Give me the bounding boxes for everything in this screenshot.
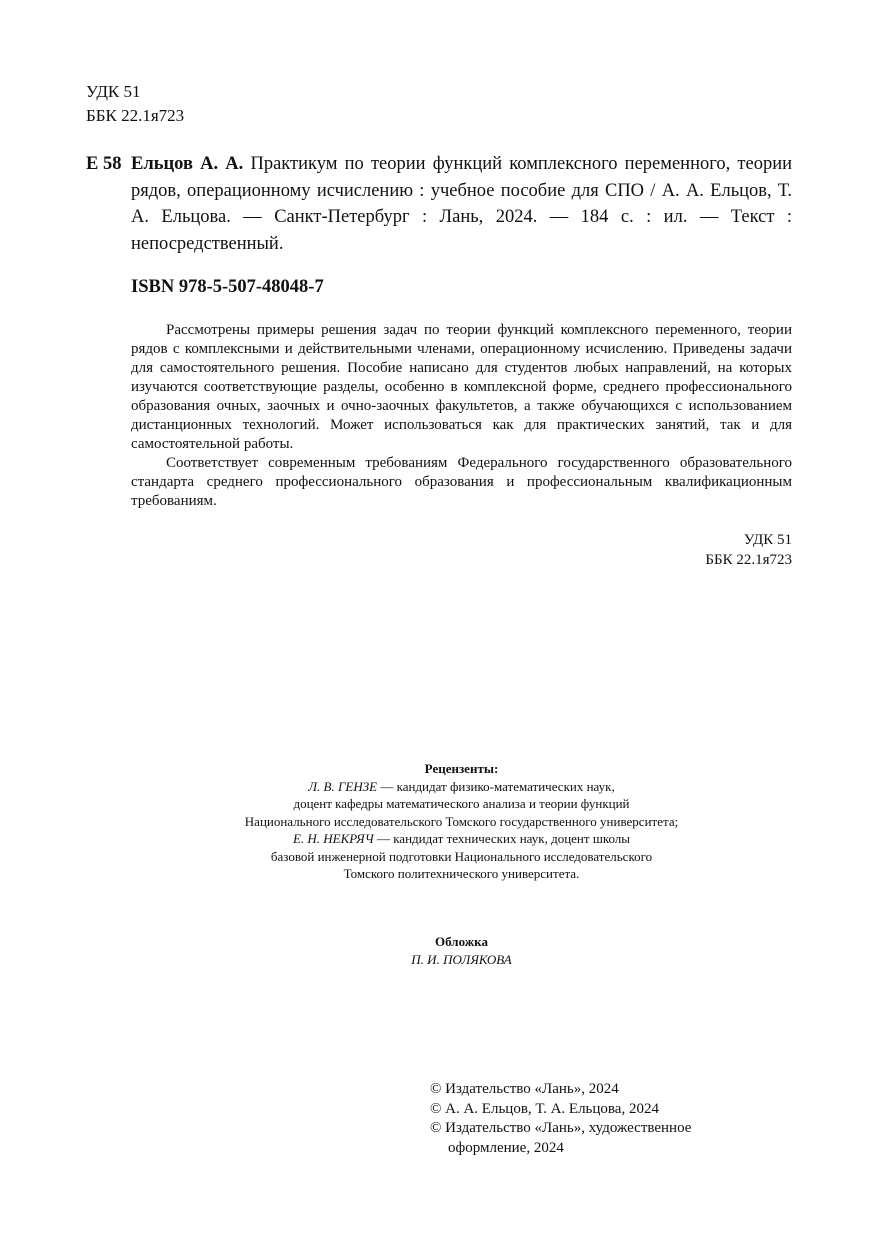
copyright-line: оформление, 2024 — [448, 1139, 564, 1156]
cover-credit — [131, 933, 792, 968]
bbk-code: ББК 22.1я723 — [86, 106, 185, 125]
bbk-code: ББК 22.1я723 — [705, 551, 792, 568]
reviewer-line: доцент кафедры математического анализа и теории функций — [293, 796, 630, 811]
reviewer-line: Национального исследовательского Томского государственного университета; — [244, 813, 679, 829]
copyright-line: © А. А. Ельцов, Т. А. Ельцова, 2024 — [430, 1100, 659, 1117]
cover-heading: Обложка — [435, 934, 488, 949]
header-classification — [86, 80, 184, 128]
reviewer-line: базовой инженерной подготовки Национального исследовательского — [270, 848, 653, 864]
reviewer-line: Е. Н. НЕКРЯЧ — кандидат технических наук, доцент школы — [292, 831, 631, 846]
reviewer-name: Е. Н. НЕКРЯЧ — [292, 831, 374, 846]
reviewer-line: Л. В. ГЕНЗЕ — кандидат физико-математических наук, — [308, 778, 615, 794]
bibliographic-description — [131, 151, 792, 257]
udk-code: УДК 51 — [86, 82, 141, 101]
reviewers-block — [131, 760, 792, 883]
classification-block — [705, 531, 792, 570]
udk-code: УДК 51 — [743, 532, 792, 548]
copyright-line: © Издательство «Лань», 2024 — [430, 1081, 619, 1097]
reviewer-name: Л. В. ГЕНЗЕ — [308, 778, 378, 794]
bibliographic-entry — [86, 151, 792, 257]
abstract-paragraph: Соответствует современным требованиям Федерального государственного образовательного стандарта среднего профессионального образования и профессиональным квалификационным требованиям. — [131, 455, 792, 509]
cover-designer: П. И. ПОЛЯКОВА — [411, 951, 512, 967]
abstract-paragraph: Рассмотрены примеры решения задач по теории функций комплексного переменного, теории рядов с комплексными и действительными членами, операционному исчислению. Приведены задачи для самостоятельного решения. Пособие написано для студентов любых направлений, на которых изучаются соответствующие разделы, особенно в комплексной форме, среднего профессионального образования очных, заочных и очно-заочных факультетов, а также обучающихся с использованием дистанционных технологий. Может использоваться как для практических занятий, так и для самостоятельной работы. — [131, 322, 792, 452]
book-description: Практикум по теории функций комплексного переменного, теории рядов, операционному исчислению : учебное пособие для СПО / А. А. Ельцов, Т. А. Ельцова. — Санкт-Петербург : Лань, 2024. — 184 с. : ил. — Текст : непосредственный. — [131, 154, 793, 254]
author-name: Ельцов А. А. — [131, 154, 244, 174]
author-mark: Е 58 — [86, 154, 122, 174]
reviewer-line: Томского политехнического университета. — [343, 866, 580, 881]
copyright-line: © Издательство «Лань», художественное — [430, 1120, 692, 1136]
abstract — [131, 321, 792, 511]
reviewers-heading: Рецензенты: — [424, 761, 499, 776]
copyright-block — [430, 1080, 691, 1158]
isbn: ISBN 978-5-507-48048-7 — [131, 277, 324, 297]
